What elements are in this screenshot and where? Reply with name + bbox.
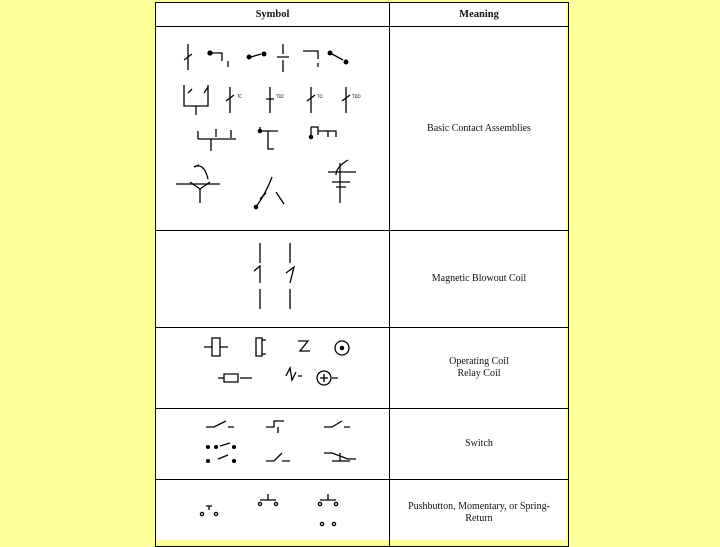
table-row bbox=[156, 231, 569, 328]
contact-symbol-row-3 bbox=[198, 127, 336, 151]
meaning-pushbutton: Pushbutton, Momentary, or Spring- Return bbox=[390, 480, 569, 547]
contact-symbol-row-4 bbox=[176, 160, 356, 209]
symbol-legend-table bbox=[155, 2, 569, 547]
blowout-coil-symbols bbox=[156, 231, 389, 327]
switch-symbols bbox=[156, 409, 389, 479]
pushbutton-symbols bbox=[156, 480, 389, 546]
symbol-cell-switch bbox=[156, 409, 390, 480]
symbol-cell-contacts bbox=[156, 27, 390, 231]
contact-assemblies-symbols bbox=[156, 27, 389, 230]
table-row bbox=[156, 27, 569, 231]
meaning-coil: Operating Coil Relay Coil bbox=[390, 328, 569, 409]
operating-coil-symbols bbox=[156, 328, 389, 408]
tag-tdo: TDO bbox=[352, 94, 361, 99]
contact-symbol-row-2 bbox=[184, 85, 361, 115]
symbol-cell-pushbutton bbox=[156, 480, 390, 547]
symbol-legend-sheet bbox=[155, 2, 566, 540]
table-row bbox=[156, 328, 569, 409]
table-row bbox=[156, 409, 569, 480]
contact-symbol-row-1 bbox=[184, 44, 348, 72]
header-symbol: Symbol bbox=[156, 3, 390, 27]
symbol-cell-coil bbox=[156, 328, 390, 409]
meaning-contacts: Basic Contact Assemblies bbox=[390, 27, 569, 231]
table-row bbox=[156, 480, 569, 547]
tag-tdc: TDC bbox=[276, 94, 285, 99]
tag-to: TO bbox=[317, 94, 323, 99]
header-meaning: Meaning bbox=[390, 3, 569, 27]
meaning-blowout: Magnetic Blowout Coil bbox=[390, 231, 569, 328]
meaning-switch: Switch bbox=[390, 409, 569, 480]
tag-tc: TC bbox=[237, 94, 243, 99]
symbol-cell-blowout bbox=[156, 231, 390, 328]
header-row bbox=[156, 3, 569, 27]
